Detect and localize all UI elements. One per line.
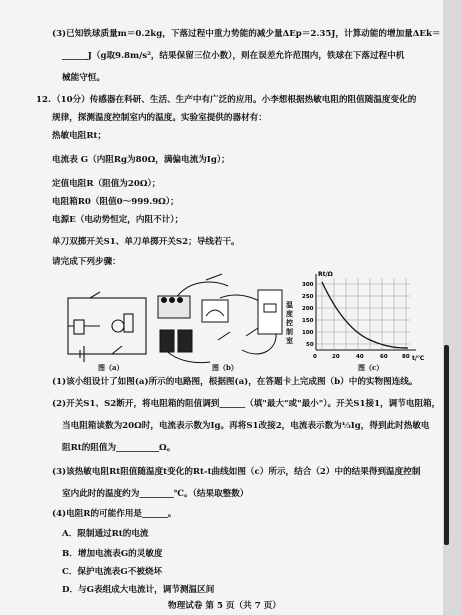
figure-a-caption: 图（a） <box>98 363 124 372</box>
graph-x-tick: 20 <box>332 354 340 360</box>
q12-item-resistance-box: 电阻箱R0（阻值0～999.9Ω）； <box>52 197 179 207</box>
q12-item-fixed-resistor: 定值电阻R（阻值为20Ω）； <box>52 179 161 189</box>
graph-y-tick: 150 <box>302 318 314 324</box>
figure-b-caption: 图（b） <box>212 363 238 372</box>
q12-number: 12. <box>36 95 51 105</box>
graph-y-tick: 50 <box>306 342 314 348</box>
q12-item-power-source: 电源E（电动势恒定，内阻不计）； <box>52 215 184 225</box>
apparatus-diagram-b <box>150 270 290 370</box>
circuit-diagram-a <box>60 286 156 366</box>
option-c: C．保护电流表G不被烧坏 <box>62 567 163 577</box>
rt-t-graph-c <box>300 268 430 368</box>
q11-part3-line2: ______J（g取9.8m/s²，结果保留三位小数），则在误差允许范围内，铁球在下落过程中机 <box>62 51 405 61</box>
graph-y-tick: 100 <box>302 330 314 336</box>
graph-x-tick: 60 <box>380 354 388 360</box>
q11-part3-line1: (3)已知铁球质量m＝0.2kg，下落过程中重力势能的减少量ΔEp＝2.35J，计算动能的增加量ΔEk＝ <box>52 29 441 39</box>
part1-line1: (1)该小组设计了如图(a)所示的电路图，根据图(a)，在答题卡上完成图（b）中的实物图连线。 <box>52 377 418 387</box>
figure-c-caption: 图（c） <box>358 363 384 372</box>
option-a: A．限制通过Rt的电流 <box>62 529 149 539</box>
q12-intro-line2: 规律，探测温度控制室内的温度。实验室提供的器材有： <box>52 113 267 123</box>
part3-line1: (3)该热敏电阻Rt阻值随温度t变化的Rt-t曲线如图（c）所示，结合（2）中的结果得到温度控制 <box>52 467 421 477</box>
option-b: B．增加电流表G的灵敏度 <box>62 549 163 559</box>
part4-question: (4)电阻R的可能作用是______。 <box>52 509 177 519</box>
graph-y-tick: 200 <box>302 306 314 312</box>
temperature-room-label: 温度控制室 <box>286 300 293 345</box>
graph-x-tick: 40 <box>356 354 364 360</box>
part3-line2: 室内此时的温度约为________℃。（结果取整数） <box>62 489 249 499</box>
q11-part3-line3: 械能守恒。 <box>62 73 105 83</box>
part2-line2: 当电阻箱读数为20Ω时，电流表示数为Ig。再将S1改接2，电流表示数为⅓Ig，得到此时热敏电 <box>62 421 430 431</box>
q12-item-thermistor: 热敏电阻Rt； <box>52 131 107 141</box>
part2-line1: (2)开关S1、S2断开，将电阻箱的阻值调到______（填"最大"或"最小"）。开关S1接1，调节电阻箱， <box>52 399 441 409</box>
q12-item-switches: 单刀双掷开关S1、单刀单掷开关S2；导线若干。 <box>52 237 240 247</box>
graph-x-tick: 0 <box>313 354 317 360</box>
graph-x-tick: 80 <box>402 354 410 360</box>
graph-x-axis-label: t/℃ <box>412 355 425 362</box>
q12-prompt: 请完成下列步骤： <box>52 257 121 267</box>
graph-y-axis-label: Rt/Ω <box>318 271 333 278</box>
option-d: D．与G表组成大电流计，调节测温区间 <box>62 585 215 595</box>
q12-item-galvanometer: 电流表 G（内阻Rg为80Ω，满偏电流为Ig）； <box>52 155 230 165</box>
vertical-scrollbar[interactable] <box>444 345 449 545</box>
graph-y-tick: 300 <box>302 282 314 288</box>
page-footer: 物理试卷 第 5 页（共 7 页） <box>168 601 281 611</box>
graph-y-tick: 250 <box>302 294 314 300</box>
q12-intro-line1: （10分）传感器在科研、生活、生产中有广泛的应用。小李想根据热敏电阻的阻值随温度变化的 <box>52 95 417 105</box>
part2-line3: 阻Rt的阻值为__________Ω。 <box>62 443 176 453</box>
